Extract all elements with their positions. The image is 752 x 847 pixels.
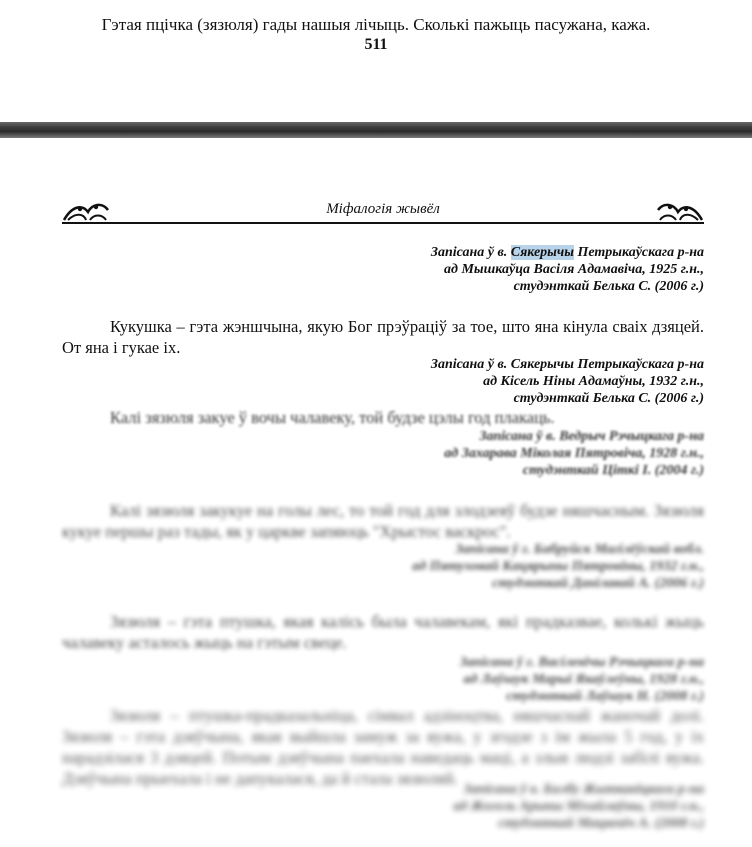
citation [431, 356, 704, 407]
citation-line: студэнткай Мацкевіч А. (2008 г.) [498, 816, 704, 831]
citation-line: Запісана ў в. Балбу Жыткавіцкага р-на [463, 782, 704, 797]
ornament-right-icon [656, 198, 704, 222]
running-header-title: Міфалогія жывёл [326, 201, 440, 217]
citation-line: студэнткай Белька С. (2006 г.) [513, 279, 704, 294]
citation-line: ад Лаўшук Марыі Якаўлеўны, 1928 г.н., [463, 672, 704, 687]
previous-page-text: Гэтая пцічка (зязюля) гады нашыя лічыць. Сколькі пажыць пасужана, кажа. [101, 15, 651, 34]
citation [460, 654, 704, 705]
citation-prefix: Запісана ў в. [430, 245, 511, 260]
paragraph: Зязюля – птушка-прадказальніца, сімвал адзіноцтва, няшчаснай жаночай долі. Зязюля – гэта дзяўчына, якая выйшла замуж за вужа, у згодзе з ім жыла 5 год, у іх нарадзілася 3 дзяцей. Потым дзяўчына паехала наведаць маці, а злыя людзі забілі вужа. Дзяўчына прыехала і не дапукалася, да й стала зязюляй. [62, 706, 704, 788]
citation [444, 428, 704, 479]
page-number: 511 [364, 36, 388, 53]
citation-line: Запісана ў г. Васілевічы Рэчыцкага р-на [459, 655, 704, 670]
citation-line: ад Кісель Ніны Адамаўны, 1932 г.н., [483, 374, 704, 389]
running-header [62, 195, 704, 229]
citation-line: студэнткай Данілавай А. (2006 г.) [492, 576, 704, 591]
paragraph: Кукушка – гэта жэншчына, якую Бог прэўраціў за тое, што яна кінула сваіх дзяцей. От яна і гукае іх. [62, 317, 704, 357]
citation [412, 541, 704, 592]
citation [453, 781, 704, 832]
paragraph: Зязюля – гэта птушка, якая калісь была чалавекам, які прадказвае, колькі жыць чалавеку асталось жыць на гэтым свеце. [62, 612, 704, 652]
citation-line: ад Мышкаўца Васіля Адамавіча, 1925 г.н., [444, 262, 704, 277]
citation-line: студэнткай Белька С. (2006 г.) [513, 391, 704, 406]
paragraph: Калі зязюля закуе ў вочы чалавеку, той будзе цэлы год плакаць. [110, 408, 555, 427]
citation-line [431, 244, 704, 261]
citation-line: Запісана ў в. Сякерычы Петрыкаўскага р-на [430, 357, 704, 372]
page-break-divider [0, 122, 752, 138]
highlighted-word[interactable]: Сякерычы [510, 245, 574, 260]
citation [431, 244, 704, 295]
citation-suffix: Петрыкаўскага р-на [573, 245, 704, 260]
previous-page-fragment [0, 0, 752, 120]
citation-line: ад Пятуховай Кацярыны Пятровіны, 1932 г.н., [412, 559, 704, 574]
paragraph: Калі зязюля закукуе на голы лес, то той год для злодзеяў будзе няшчасным. Зязюля кукуе першы раз тады, як у царкве запяюць "Хрыстос васкрос". [62, 501, 704, 541]
citation-line: студэнткай Лаўшук Н. (2008 г.) [506, 689, 704, 704]
header-rule [62, 222, 704, 224]
citation-line: Запісана ў г. Бабруйск Магілёўскай вобл. [455, 542, 704, 557]
citation-line: ад Захарава Міколая Пятровіча, 1928 г.н., [444, 446, 704, 461]
citation-line: Запісана ў в. Ведрыч Рэчыцкага р-на [479, 429, 704, 444]
citation-line: ад Жоголь Арыны Міхайлаўны, 1910 г.н., [453, 799, 704, 814]
citation-line: студэнткай Ціткі I. (2004 г.) [522, 463, 704, 478]
